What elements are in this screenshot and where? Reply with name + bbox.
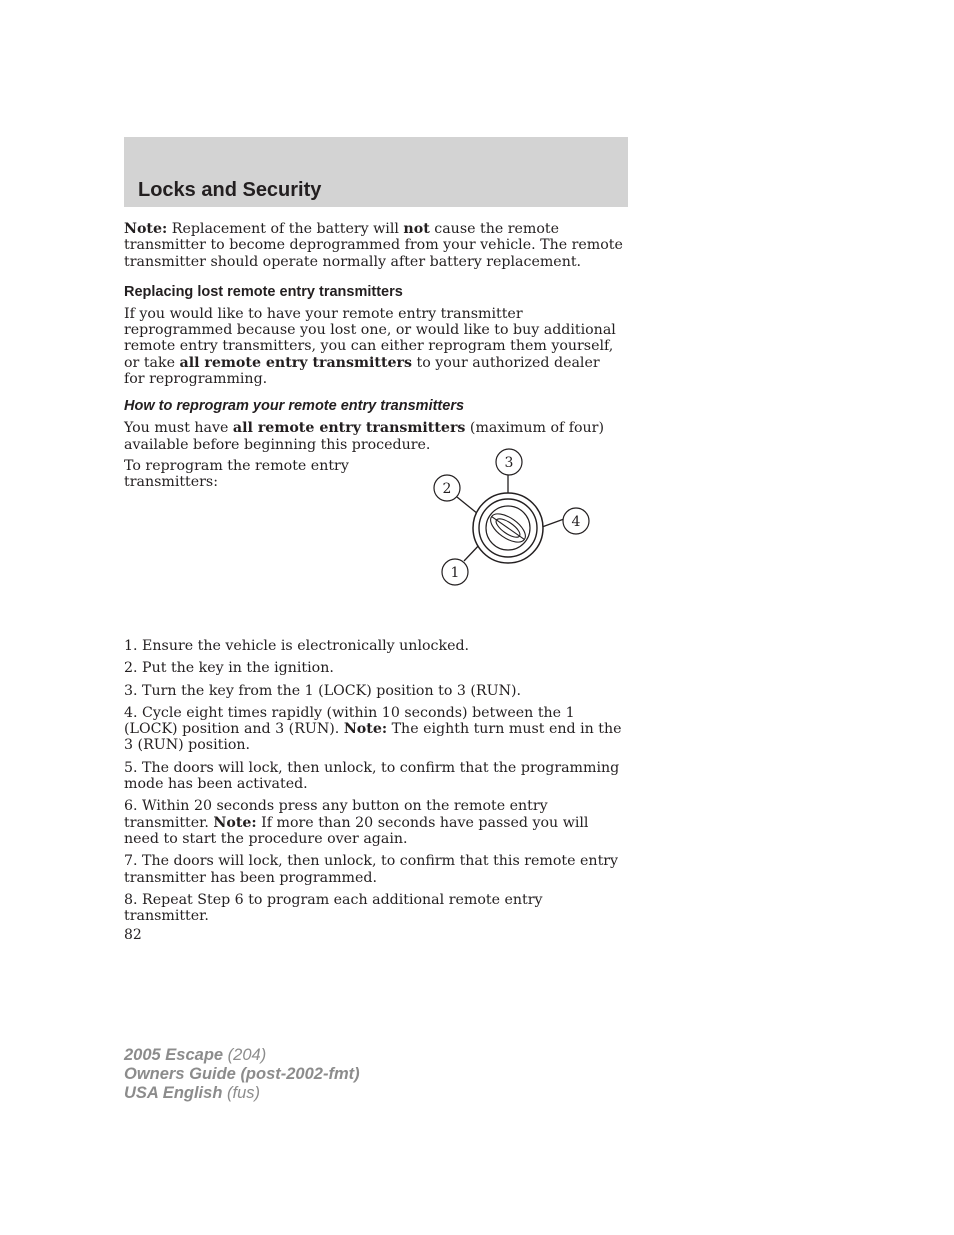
document-footer [124, 1046, 360, 1103]
ignition-diagram [424, 448, 604, 608]
requirement-paragraph: You must have all remote entry transmitters (maximum of four) available before beginning this procedure. [124, 420, 605, 453]
figure-row [124, 454, 624, 638]
footer-line: Owners Guide (post-2002-fmt) [124, 1065, 360, 1083]
step-item: 7. The doors will lock, then unlock, to confirm that this remote entry transmitter has been programmed. [124, 853, 619, 886]
step-item: 2. Put the key in the ignition. [124, 660, 334, 677]
lost-transmitters-paragraph: If you would like to have your remote entry transmitter reprogrammed because you lost one, or would like to buy additional remote entry transmitters, you can either reprogram them yourself, or take all remote entry transmitters to your authorized dealer for reprogramming. [124, 305, 616, 388]
svg-text:2: 2 [442, 480, 452, 497]
page-number: 82 [124, 927, 142, 943]
step-item: 4. Cycle eight times rapidly (within 10 seconds) between the 1 (LOCK) position and 3 (RUN). Note: The eighth turn must end in the 3 (RUN) position. [124, 704, 622, 754]
page-content [124, 221, 624, 930]
section-title: Locks and Security [138, 179, 322, 201]
position-marker-3 [496, 449, 522, 475]
reprogram-heading: How to reprogram your remote entry transmitters [124, 398, 465, 415]
reprogram-intro: To reprogram the remote entry transmitters: [124, 457, 349, 491]
step-item: 1. Ensure the vehicle is electronically unlocked. [124, 637, 470, 654]
svg-text:1: 1 [450, 564, 460, 581]
position-marker-4 [563, 508, 589, 534]
svg-text:4: 4 [571, 513, 581, 530]
step-item: 3. Turn the key from the 1 (LOCK) position to 3 (RUN). [124, 682, 522, 699]
ignition-lock-cylinder [473, 493, 543, 563]
svg-text:3: 3 [504, 454, 514, 471]
step-item: 8. Repeat Step 6 to program each additional remote entry transmitter. [124, 891, 543, 925]
footer-line: 2005 Escape (204) [124, 1046, 267, 1064]
step-item: 6. Within 20 seconds press any button on the remote entry transmitter. Note: If more than 20 seconds have passed you will need to start the procedure over again. [124, 798, 589, 847]
section-header-band [124, 137, 628, 207]
note-label: Note: [124, 221, 168, 237]
step-item: 5. The doors will lock, then unlock, to confirm that the programming mode has been activated. [124, 759, 620, 793]
lost-transmitters-heading: Replacing lost remote entry transmitters [124, 283, 403, 300]
position-marker-1 [442, 559, 468, 585]
steps-list [124, 638, 624, 924]
battery-note-paragraph: Note: Replacement of the battery will not cause the remote transmitter to become deprogrammed from your vehicle. The remote transmitter should operate normally after battery replacement. [124, 221, 623, 270]
footer-line: USA English (fus) [124, 1084, 260, 1102]
position-marker-2 [434, 475, 460, 501]
